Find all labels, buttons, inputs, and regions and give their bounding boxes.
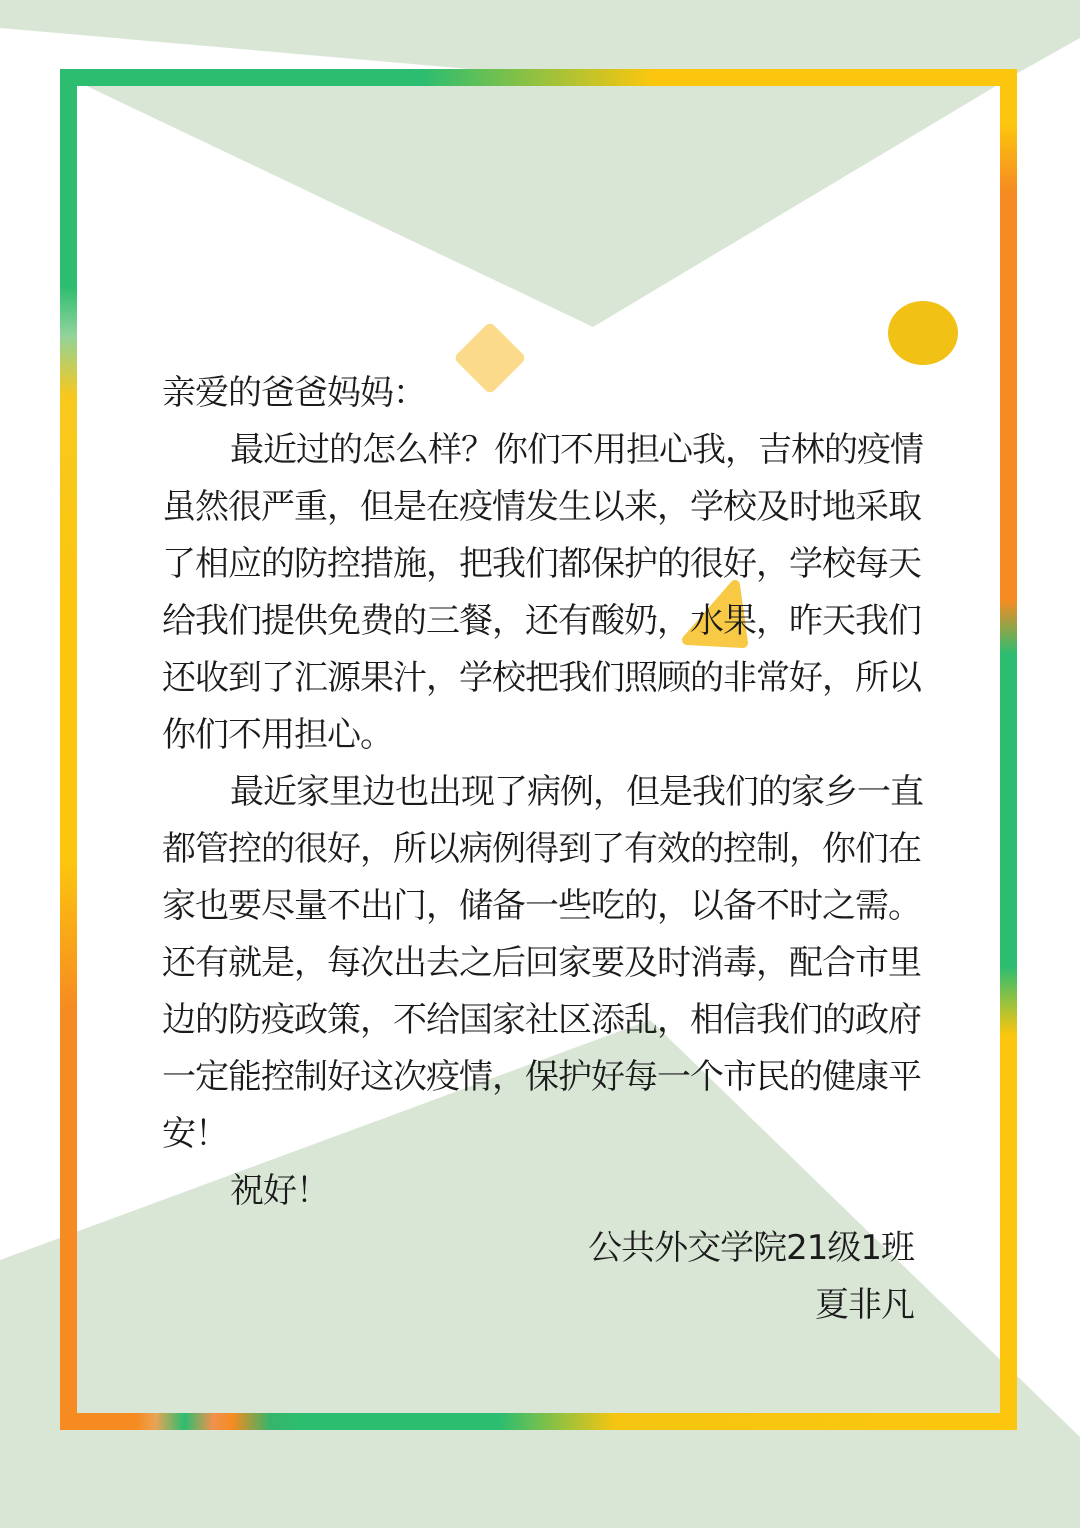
body-line: 一定能控制好这次疫情，保护好每一个市民的健康平	[162, 1057, 921, 1097]
signature-class-line: 公共外交学院21级1班	[588, 1228, 914, 1268]
body-line: 边的防疫政策，不给国家社区添乱，相信我们的政府	[162, 1000, 921, 1040]
body-line: 了相应的防控措施，把我们都保护的很好，学校每天	[162, 544, 921, 584]
frame-border-top	[60, 69, 1017, 86]
body-line: 安！	[162, 1114, 228, 1154]
body-line: 最近过的怎么样？你们不用担心我，吉林的疫情	[230, 430, 923, 470]
body-line: 你们不用担心。	[162, 715, 393, 755]
body-line: 还有就是，每次出去之后回家要及时消毒，配合市里	[162, 943, 921, 983]
body-line: 虽然很严重，但是在疫情发生以来，学校及时地采取	[162, 487, 921, 527]
body-line: 都管控的很好，所以病例得到了有效的控制，你们在	[162, 829, 921, 869]
frame-border-right	[1000, 69, 1017, 1430]
salutation-line: 亲爱的爸爸妈妈：	[162, 373, 426, 413]
frame-border-bottom	[60, 1413, 1017, 1430]
body-line: 给我们提供免费的三餐，还有酸奶，水果，昨天我们	[162, 601, 921, 641]
body-line: 最近家里边也出现了病例，但是我们的家乡一直	[230, 772, 923, 812]
closing-line: 祝好！	[230, 1171, 329, 1211]
body-line: 还收到了汇源果汁，学校把我们照顾的非常好，所以	[162, 658, 921, 698]
letter-body	[162, 365, 923, 1334]
body-line: 家也要尽量不出门，储备一些吃的，以备不时之需。	[162, 886, 921, 926]
signature-name-line: 夏非凡	[815, 1285, 914, 1325]
frame-border-left	[60, 69, 77, 1430]
